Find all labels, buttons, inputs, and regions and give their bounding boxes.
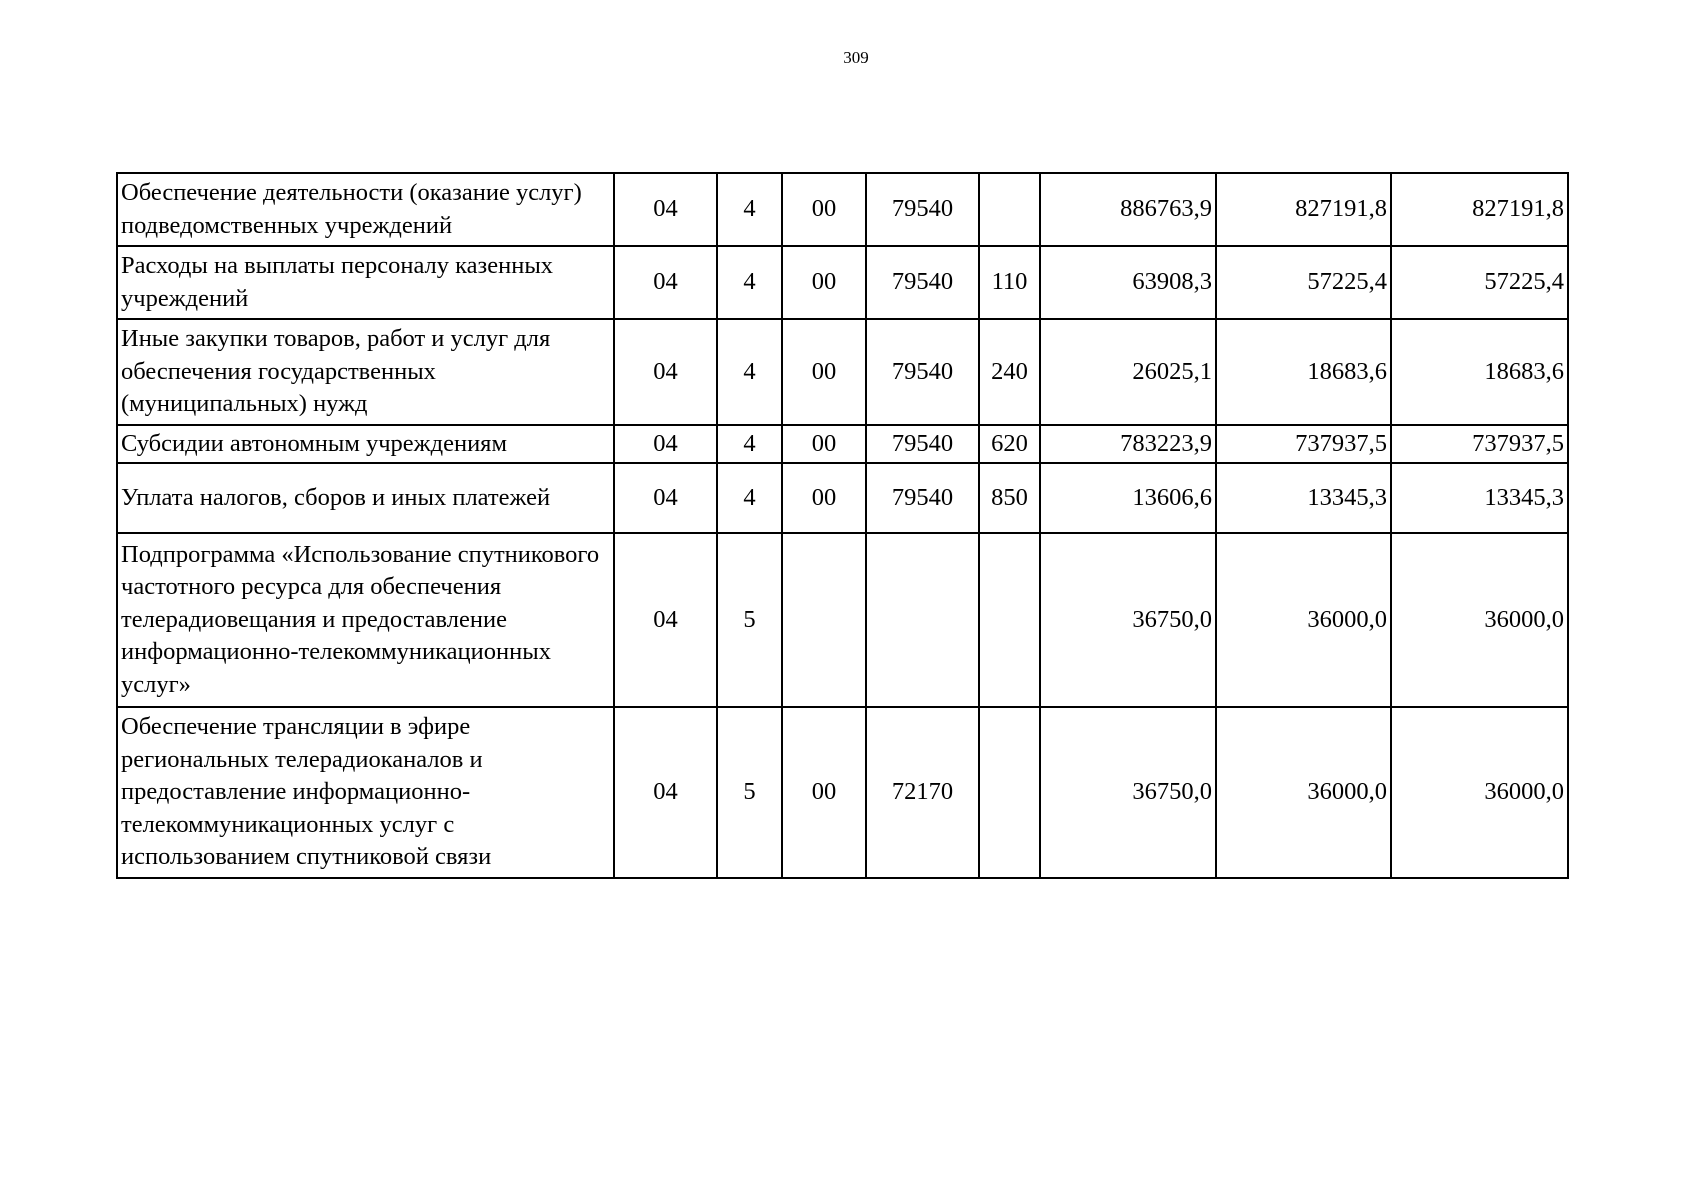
year1-amount: 36750,0 bbox=[1040, 707, 1216, 878]
table-row bbox=[117, 173, 1568, 246]
section-code: 04 bbox=[614, 707, 717, 878]
year3-amount: 737937,5 bbox=[1391, 425, 1568, 463]
subprogram-code: 00 bbox=[782, 246, 866, 319]
program-code: 4 bbox=[717, 319, 782, 425]
subprogram-code: 00 bbox=[782, 707, 866, 878]
table-row bbox=[117, 319, 1568, 425]
expense-type-code bbox=[979, 173, 1040, 246]
direction-code: 79540 bbox=[866, 319, 979, 425]
section-code: 04 bbox=[614, 319, 717, 425]
year1-amount: 886763,9 bbox=[1040, 173, 1216, 246]
year1-amount: 783223,9 bbox=[1040, 425, 1216, 463]
subprogram-code: 00 bbox=[782, 463, 866, 533]
subprogram-code bbox=[782, 533, 866, 707]
year3-amount: 18683,6 bbox=[1391, 319, 1568, 425]
year1-amount: 13606,6 bbox=[1040, 463, 1216, 533]
expense-type-code: 110 bbox=[979, 246, 1040, 319]
program-code: 4 bbox=[717, 173, 782, 246]
program-code: 4 bbox=[717, 425, 782, 463]
section-code: 04 bbox=[614, 463, 717, 533]
table-row bbox=[117, 533, 1568, 707]
row-name: Подпрограмма «Использование спутникового частотного ресурса для обеспечения телерадиовещания и предоставление информационно-телекоммуникационных услуг» bbox=[117, 533, 614, 707]
budget-table bbox=[116, 172, 1569, 879]
direction-code: 79540 bbox=[866, 246, 979, 319]
year3-amount: 57225,4 bbox=[1391, 246, 1568, 319]
year2-amount: 36000,0 bbox=[1216, 707, 1391, 878]
year1-amount: 26025,1 bbox=[1040, 319, 1216, 425]
page-number: 309 bbox=[843, 48, 869, 67]
expense-type-code bbox=[979, 707, 1040, 878]
direction-code: 79540 bbox=[866, 463, 979, 533]
row-name: Субсидии автономным учреждениям bbox=[117, 425, 614, 463]
year2-amount: 36000,0 bbox=[1216, 533, 1391, 707]
subprogram-code: 00 bbox=[782, 173, 866, 246]
year2-amount: 827191,8 bbox=[1216, 173, 1391, 246]
section-code: 04 bbox=[614, 425, 717, 463]
expense-type-code bbox=[979, 533, 1040, 707]
direction-code: 79540 bbox=[866, 173, 979, 246]
table-row bbox=[117, 463, 1568, 533]
row-name: Уплата налогов, сборов и иных платежей bbox=[117, 463, 614, 533]
year1-amount: 36750,0 bbox=[1040, 533, 1216, 707]
year2-amount: 18683,6 bbox=[1216, 319, 1391, 425]
row-name: Обеспечение трансляции в эфире региональных телерадиоканалов и предоставление информационно-телекоммуникационных услуг с использованием спутниковой связи bbox=[117, 707, 614, 878]
row-name: Иные закупки товаров, работ и услуг для обеспечения государственных (муниципальных) нужд bbox=[117, 319, 614, 425]
year2-amount: 13345,3 bbox=[1216, 463, 1391, 533]
table-row bbox=[117, 425, 1568, 463]
table-row bbox=[117, 707, 1568, 878]
direction-code: 72170 bbox=[866, 707, 979, 878]
row-name: Расходы на выплаты персоналу казенных учреждений bbox=[117, 246, 614, 319]
expense-type-code: 240 bbox=[979, 319, 1040, 425]
subprogram-code: 00 bbox=[782, 319, 866, 425]
direction-code: 79540 bbox=[866, 425, 979, 463]
year3-amount: 36000,0 bbox=[1391, 707, 1568, 878]
year3-amount: 827191,8 bbox=[1391, 173, 1568, 246]
section-code: 04 bbox=[614, 246, 717, 319]
year1-amount: 63908,3 bbox=[1040, 246, 1216, 319]
year3-amount: 13345,3 bbox=[1391, 463, 1568, 533]
year3-amount: 36000,0 bbox=[1391, 533, 1568, 707]
direction-code bbox=[866, 533, 979, 707]
year2-amount: 737937,5 bbox=[1216, 425, 1391, 463]
expense-type-code: 850 bbox=[979, 463, 1040, 533]
section-code: 04 bbox=[614, 533, 717, 707]
row-name: Обеспечение деятельности (оказание услуг) подведомственных учреждений bbox=[117, 173, 614, 246]
program-code: 4 bbox=[717, 246, 782, 319]
subprogram-code: 00 bbox=[782, 425, 866, 463]
program-code: 5 bbox=[717, 707, 782, 878]
expense-type-code: 620 bbox=[979, 425, 1040, 463]
table-row bbox=[117, 246, 1568, 319]
year2-amount: 57225,4 bbox=[1216, 246, 1391, 319]
program-code: 5 bbox=[717, 533, 782, 707]
section-code: 04 bbox=[614, 173, 717, 246]
program-code: 4 bbox=[717, 463, 782, 533]
